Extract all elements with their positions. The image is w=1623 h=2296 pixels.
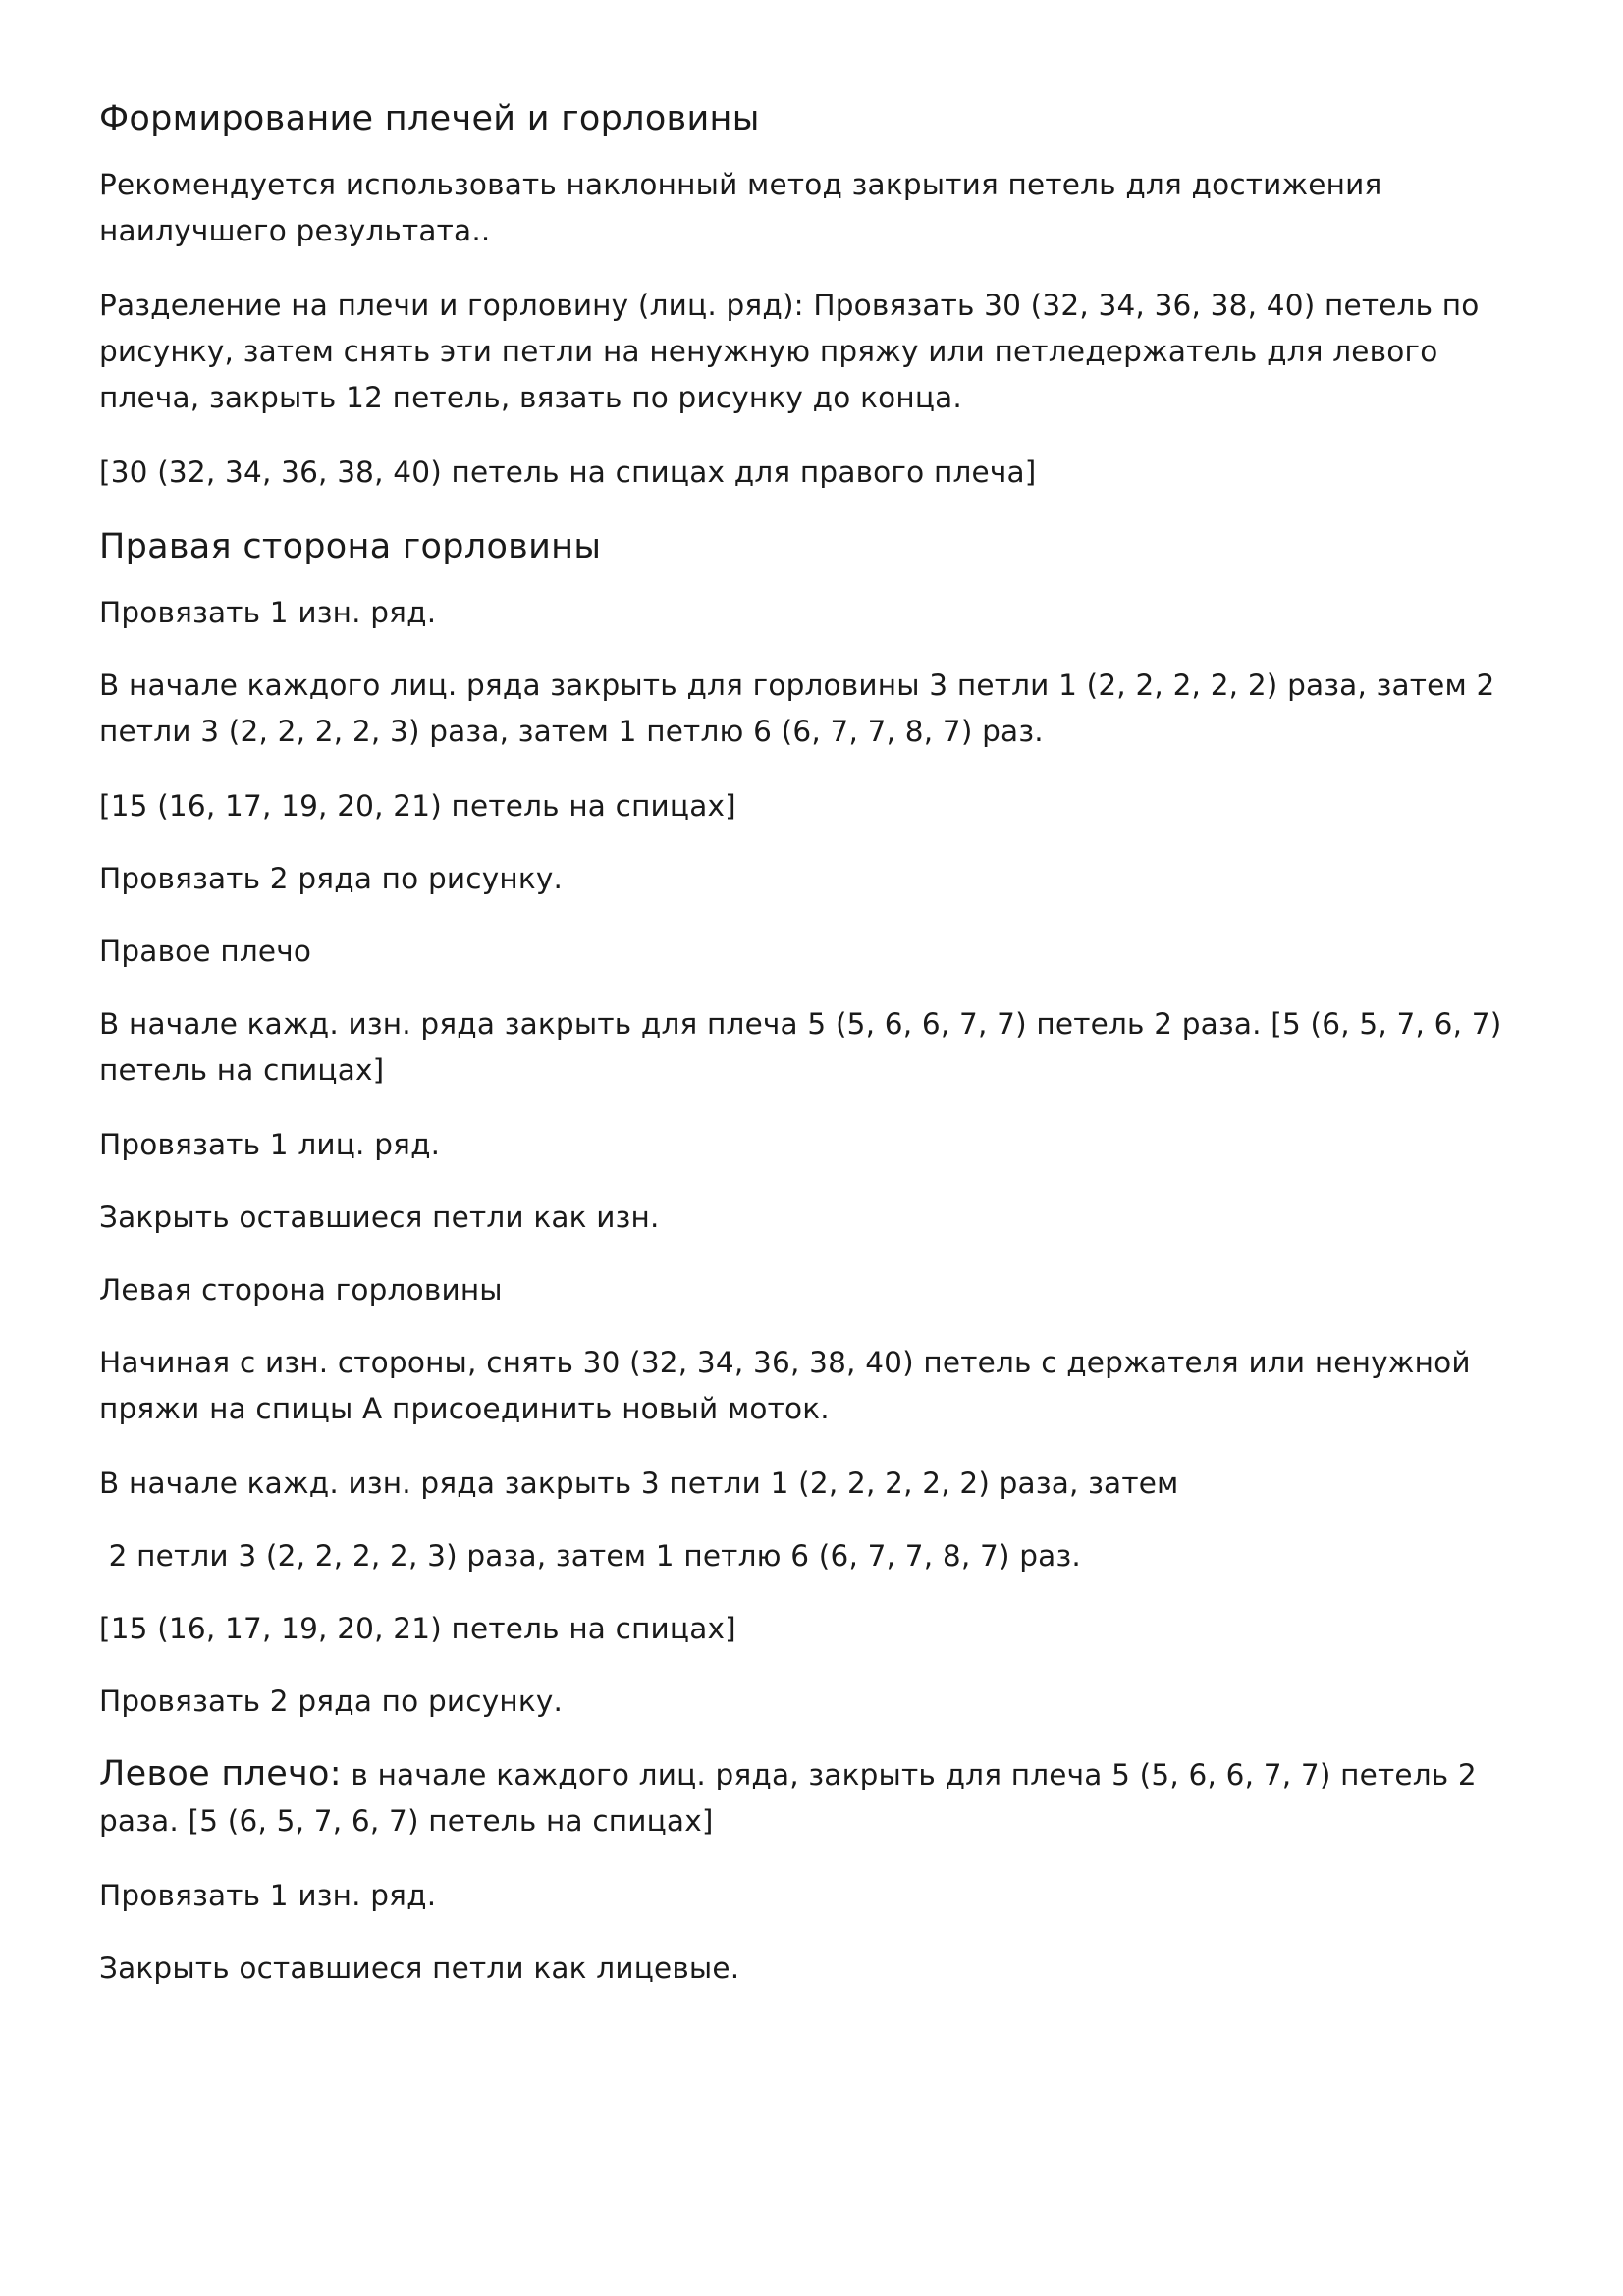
- left-shoulder-bind-off: Закрыть оставшиеся петли как лицевые.: [99, 1951, 740, 1985]
- page-title: Формирование плечей и горловины: [99, 99, 760, 138]
- left-neck-stitch-count: [15 (16, 17, 19, 20, 21) петель на спицах]: [99, 1612, 736, 1645]
- intro-paragraph: Рекомендуется использовать наклонный метод закрытия петель для достижения наилучшего результата..: [99, 168, 1382, 247]
- right-shoulder-heading: Правое плечо: [99, 934, 312, 968]
- left-shoulder-label: Левое плечо:: [99, 1754, 342, 1793]
- left-shoulder-row1: Провязать 1 изн. ряд.: [99, 1879, 437, 1912]
- right-neck-rows: Провязать 2 ряда по рисунку.: [99, 862, 564, 895]
- left-neck-decrease-2: 2 петли 3 (2, 2, 2, 2, 3) раза, затем 1 петлю 6 (6, 7, 7, 8, 7) раз.: [99, 1539, 1081, 1573]
- split-paragraph: Разделение на плечи и горловину (лиц. ряд): Провязать 30 (32, 34, 36, 38, 40) петель по рисунку, затем снять эти петли на ненужную пряжу или петледержатель для левого плеча, закрыть 12 петель, вязать по рисунку до конца.: [99, 289, 1480, 414]
- left-neck-heading: Левая сторона горловины: [99, 1273, 503, 1307]
- right-shoulder-row1: Провязать 1 лиц. ряд.: [99, 1128, 441, 1161]
- left-neck-rows: Провязать 2 ряда по рисунку.: [99, 1684, 564, 1718]
- left-shoulder-text: в начале каждого лиц. ряда, закрыть для плеча 5 (5, 6, 6, 7, 7) петель 2 раза. [5 (6, 5, 7, 6, 7) петель на спицах]: [99, 1758, 1477, 1838]
- left-neck-decrease-1: В начале кажд. изн. ряда закрыть 3 петли 1 (2, 2, 2, 2, 2) раза, затем: [99, 1467, 1179, 1500]
- left-shoulder-paragraph: [99, 1751, 1533, 1844]
- right-neck-row1: Провязать 1 изн. ряд.: [99, 596, 437, 629]
- right-neck-stitch-count: [15 (16, 17, 19, 20, 21) петель на спицах]: [99, 789, 736, 823]
- split-stitch-count: [30 (32, 34, 36, 38, 40) петель на спицах для правого плеча]: [99, 455, 1037, 489]
- document-content: [99, 94, 1533, 2018]
- right-shoulder-bind-off: Закрыть оставшиеся петли как изн.: [99, 1201, 660, 1234]
- right-neck-decrease: В начале каждого лиц. ряда закрыть для горловины 3 петли 1 (2, 2, 2, 2, 2) раза, затем 2 петли 3 (2, 2, 2, 2, 3) раза, затем 1 петлю 6 (6, 7, 7, 8, 7) раз.: [99, 668, 1495, 748]
- right-neck-heading: Правая сторона горловины: [99, 527, 602, 566]
- left-neck-rejoin: Начиная с изн. стороны, снять 30 (32, 34, 36, 38, 40) петель с держателя или ненужной пряжи на спицы А присоединить новый моток.: [99, 1346, 1471, 1425]
- right-shoulder-decrease: В начале кажд. изн. ряда закрыть для плеча 5 (5, 6, 6, 7, 7) петель 2 раза. [5 (6, 5, 7, 6, 7) петель на спицах]: [99, 1007, 1502, 1087]
